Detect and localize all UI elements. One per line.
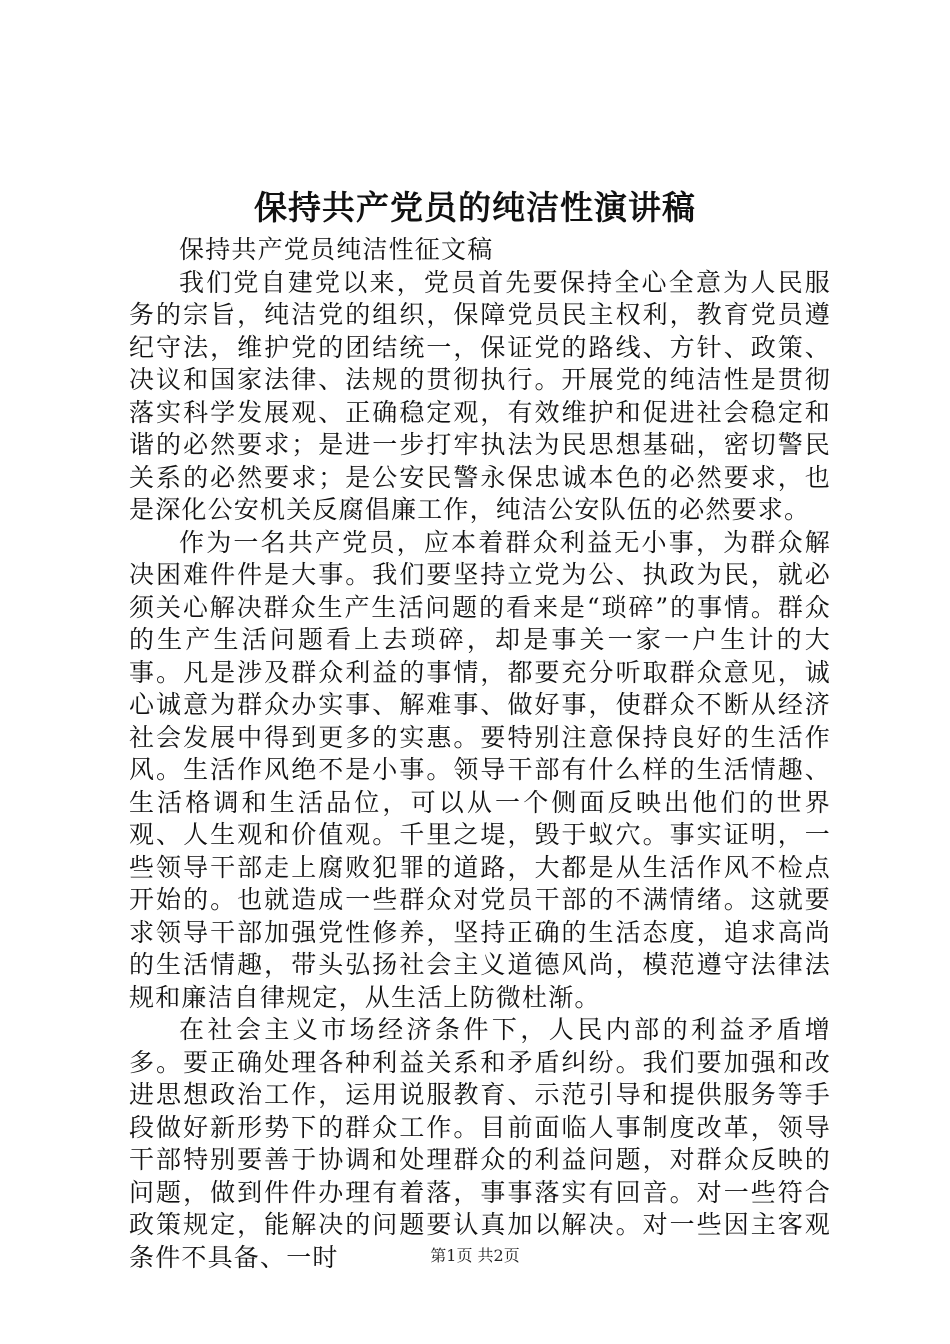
document-title: 保持共产党员的纯洁性演讲稿 xyxy=(254,188,696,227)
page-footer: 第1页 共2页 xyxy=(430,1246,520,1265)
paragraph-1: 我们党自建党以来，党员首先要保持全心全意为人民服务的宗旨，纯洁党的组织，保障党员民主权利，教育党员遵纪守法，维护党的团结统一，保证党的路线、方针、政策、决议和国家法律、法规的贯彻执行。开展党的纯洁性是贯彻落实科学发展观、正确稳定观，有效维护和促进社会稳定和谐的必然要求；是进一步打牢执法为民思想基础，密切警民关系的必然要求；是公安民警永保忠诚本色的必然要求，也是深化公安机关反腐倡廉工作，纯洁公安队伍的必然要求。 xyxy=(129,267,831,524)
paragraph-3: 在社会主义市场经济条件下，人民内部的利益矛盾增多。要正确处理各种利益关系和矛盾纠纷。我们要加强和改进思想政治工作，运用说服教育、示范引导和提供服务等手段做好新形势下的群众工作。目前面临人事制度改革，领导干部特别要善于协调和处理群众的利益问题，对群众反映的问题，做到件件办理有着落，事事落实有回音。对一些符合政策规定，能解决的问题要认真加以解决。对一些因主客观条件不具备、一时 xyxy=(129,1015,831,1272)
paragraph-2: 作为一名共产党员，应本着群众利益无小事，为群众解决困难件件是大事。我们要坚持立党为公、执政为民，就必须关心解决群众生产生活问题的看来是“琐碎”的事情。群众的生产生活问题看上去琐碎，却是事关一家一户生计的大事。凡是涉及群众利益的事情，都要充分听取群众意见，诚心诚意为群众办实事、解难事、做好事，使群众不断从经济社会发展中得到更多的实惠。要特别注意保持良好的生活作风。生活作风绝不是小事。领导干部有什么样的生活情趣、生活格调和生活品位，可以从一个侧面反映出他们的世界观、人生观和价值观。千里之堤，毁于蚁穴。事实证明，一些领导干部走上腐败犯罪的道路，大都是从生活作风不检点开始的。也就造成一些群众对党员干部的不满情绪。这就要求领导干部加强党性修养，坚持正确的生活态度，追求高尚的生活情趣，带头弘扬社会主义道德风尚，模范遵守法律法规和廉洁自律规定，从生活上防微杜渐。 xyxy=(129,527,831,1012)
document-subtitle: 保持共产党员纯洁性征文稿 xyxy=(179,235,494,264)
document-body xyxy=(129,234,831,1274)
